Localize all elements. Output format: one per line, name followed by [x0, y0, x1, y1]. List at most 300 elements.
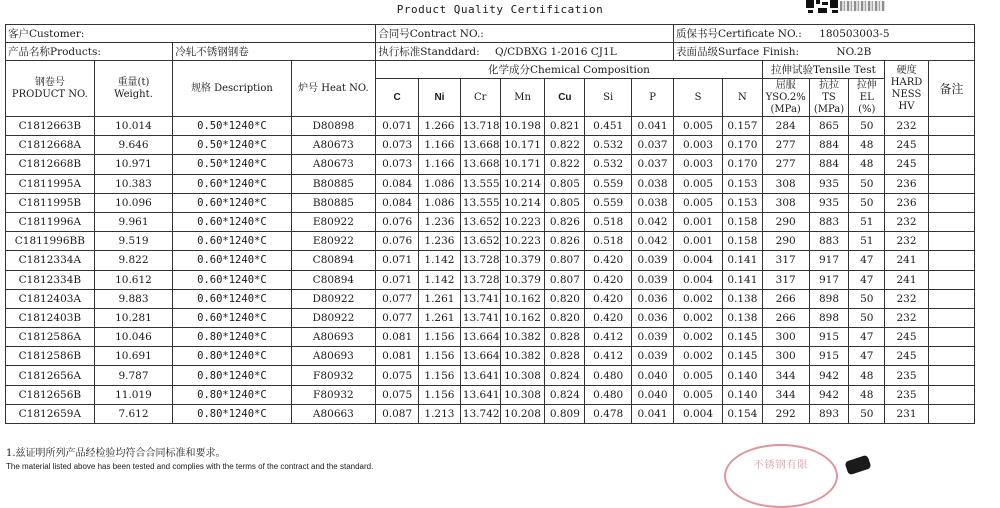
header-element-ni: Ni [419, 79, 461, 117]
table-cell: 0.153 [722, 193, 762, 212]
table-cell: 0.807 [545, 270, 585, 289]
header-element-mn: Mn [500, 79, 545, 117]
header-element-cr: Cr [460, 79, 500, 117]
table-cell: 10.162 [500, 308, 545, 327]
table-cell: 300 [762, 347, 809, 366]
table-cell: 317 [762, 251, 809, 270]
table-cell: 0.005 [674, 193, 723, 212]
customer-label: 客户Customer: [6, 25, 376, 43]
table-cell: 13.555 [460, 193, 500, 212]
table-cell: 1.236 [419, 232, 461, 251]
table-cell: 1.213 [419, 404, 461, 423]
table-cell: 0.084 [376, 193, 419, 212]
table-cell: 0.038 [632, 174, 674, 193]
table-cell: 0.50*1240*C [173, 136, 291, 155]
surface-finish-value: NO.2B [836, 45, 872, 58]
table-cell: 10.171 [500, 155, 545, 174]
certificate-label: 质保书号Certificate NO.: [676, 27, 802, 40]
table-cell: 0.80*1240*C [173, 385, 291, 404]
remark-cell [928, 155, 974, 174]
table-cell: D80922 [291, 308, 376, 327]
table-cell: 13.728 [460, 251, 500, 270]
table-cell: 884 [809, 136, 849, 155]
table-cell: C1812656B [6, 385, 95, 404]
table-cell: 235 [885, 385, 929, 404]
table-cell: 241 [885, 251, 929, 270]
table-cell: 50 [849, 174, 885, 193]
table-cell: 0.081 [376, 328, 419, 347]
table-cell: 0.822 [545, 136, 585, 155]
table-cell: 0.50*1240*C [173, 117, 291, 136]
table-row [6, 251, 975, 270]
table-cell: 10.214 [500, 193, 545, 212]
table-cell: 245 [885, 347, 929, 366]
table-cell: 10.223 [500, 232, 545, 251]
surface-finish-label: 表面品级Surface Finish: [676, 45, 800, 58]
table-cell: 0.040 [632, 366, 674, 385]
table-cell: 10.691 [94, 347, 173, 366]
table-cell: 1.166 [419, 155, 461, 174]
table-cell: 0.039 [632, 251, 674, 270]
table-cell: A80673 [291, 136, 376, 155]
seal-text: 不锈钢有限 [753, 460, 809, 471]
table-cell: 915 [809, 347, 849, 366]
table-cell: 245 [885, 328, 929, 347]
table-cell: C1812668A [6, 136, 95, 155]
table-row [6, 328, 975, 347]
table-cell: 245 [885, 136, 929, 155]
remark-cell [928, 193, 974, 212]
remark-cell [928, 404, 974, 423]
table-cell: E80922 [291, 212, 376, 231]
header-element-cu: Cu [545, 79, 585, 117]
table-cell: 10.308 [500, 366, 545, 385]
table-cell: 344 [762, 385, 809, 404]
table-cell: 0.084 [376, 174, 419, 193]
table-cell: 0.003 [674, 136, 723, 155]
table-cell: C1812334B [6, 270, 95, 289]
table-cell: 865 [809, 117, 849, 136]
table-cell: 0.80*1240*C [173, 347, 291, 366]
table-cell: 300 [762, 328, 809, 347]
table-cell: 13.641 [460, 366, 500, 385]
table-row [6, 347, 975, 366]
table-cell: 915 [809, 328, 849, 347]
ink-blot [844, 455, 871, 476]
table-cell: B80885 [291, 193, 376, 212]
table-cell: 0.480 [585, 366, 632, 385]
table-cell: 0.040 [632, 385, 674, 404]
contract-label: 合同号Contract NO.: [376, 25, 674, 43]
table-cell: 13.555 [460, 174, 500, 193]
table-cell: 1.261 [419, 289, 461, 308]
table-cell: 9.646 [94, 136, 173, 155]
table-cell: 0.559 [585, 174, 632, 193]
table-cell: 0.158 [722, 232, 762, 251]
table-cell: 0.60*1240*C [173, 289, 291, 308]
table-cell: 13.668 [460, 136, 500, 155]
certificate-table [5, 24, 975, 424]
qr-code-icon [806, 0, 840, 14]
table-cell: 0.60*1240*C [173, 251, 291, 270]
table-cell: 11.019 [94, 385, 173, 404]
header-element-n: N [722, 79, 762, 117]
table-cell: 0.80*1240*C [173, 404, 291, 423]
table-cell: 0.076 [376, 232, 419, 251]
table-cell: 344 [762, 366, 809, 385]
table-cell: 898 [809, 308, 849, 327]
surface-finish-cell [674, 43, 975, 61]
table-row [6, 212, 975, 231]
certificate-number: 180503003-5 [819, 27, 890, 40]
table-cell: 10.208 [500, 404, 545, 423]
table-cell: 0.60*1240*C [173, 232, 291, 251]
table-cell: 0.041 [632, 404, 674, 423]
table-cell: 0.039 [632, 347, 674, 366]
table-row [6, 366, 975, 385]
table-cell: 47 [849, 251, 885, 270]
table-cell: 0.077 [376, 289, 419, 308]
table-cell: D80922 [291, 289, 376, 308]
table-cell: 1.086 [419, 174, 461, 193]
table-cell: 0.077 [376, 308, 419, 327]
table-cell: C1812663B [6, 117, 95, 136]
table-cell: 266 [762, 308, 809, 327]
table-cell: 10.198 [500, 117, 545, 136]
table-cell: 290 [762, 212, 809, 231]
table-cell: 1.156 [419, 347, 461, 366]
table-cell: 50 [849, 117, 885, 136]
table-cell: 13.652 [460, 232, 500, 251]
table-cell: 935 [809, 193, 849, 212]
table-cell: 0.478 [585, 404, 632, 423]
table-cell: 308 [762, 193, 809, 212]
table-cell: 0.145 [722, 347, 762, 366]
table-cell: C80894 [291, 251, 376, 270]
footer-note-chinese: 1.兹证明所列产品经检验均符合合同标准和要求。 [6, 448, 226, 459]
table-cell: 0.076 [376, 212, 419, 231]
table-cell: 0.809 [545, 404, 585, 423]
table-cell: 0.073 [376, 136, 419, 155]
table-cell: 277 [762, 136, 809, 155]
remark-cell [928, 270, 974, 289]
table-cell: 1.142 [419, 270, 461, 289]
table-cell: 0.170 [722, 155, 762, 174]
table-cell: 0.002 [674, 347, 723, 366]
table-cell: 47 [849, 328, 885, 347]
remark-cell [928, 289, 974, 308]
table-cell: 0.039 [632, 328, 674, 347]
table-cell: 0.420 [585, 251, 632, 270]
header-weight: 重量(t) Weight. [94, 61, 173, 117]
table-cell: 0.001 [674, 232, 723, 251]
redacted-mark [840, 1, 885, 11]
header-element-p: P [632, 79, 674, 117]
table-cell: C1812334A [6, 251, 95, 270]
header-chemical-composition: 化学成分Chemical Composition [376, 61, 763, 79]
table-cell: 0.071 [376, 251, 419, 270]
remark-cell [928, 347, 974, 366]
table-cell: C1812586B [6, 347, 95, 366]
table-cell: C1812668B [6, 155, 95, 174]
table-cell: 10.382 [500, 347, 545, 366]
header-tensile-strength: 抗拉 TS (MPa) [809, 79, 849, 117]
table-cell: 232 [885, 232, 929, 251]
table-cell: 0.005 [674, 117, 723, 136]
table-cell: C1812656A [6, 366, 95, 385]
table-cell: 10.046 [94, 328, 173, 347]
table-cell: 0.412 [585, 328, 632, 347]
remark-cell [928, 366, 974, 385]
table-cell: 893 [809, 404, 849, 423]
table-cell: 245 [885, 155, 929, 174]
table-cell: 50 [849, 404, 885, 423]
table-cell: 0.081 [376, 347, 419, 366]
table-cell: 0.005 [674, 174, 723, 193]
table-cell: 48 [849, 385, 885, 404]
table-cell: 10.171 [500, 136, 545, 155]
product-value: 冷轧不锈钢钢卷 [173, 43, 376, 61]
table-cell: 232 [885, 308, 929, 327]
remark-cell [928, 308, 974, 327]
table-cell: 917 [809, 251, 849, 270]
table-cell: 0.60*1240*C [173, 308, 291, 327]
table-cell: 0.039 [632, 270, 674, 289]
table-cell: D80898 [291, 117, 376, 136]
table-cell: 0.004 [674, 404, 723, 423]
table-cell: 10.014 [94, 117, 173, 136]
table-cell: 0.60*1240*C [173, 212, 291, 231]
table-cell: 0.820 [545, 308, 585, 327]
table-cell: 0.157 [722, 117, 762, 136]
table-cell: 308 [762, 174, 809, 193]
table-cell: 50 [849, 193, 885, 212]
table-cell: 10.379 [500, 270, 545, 289]
table-cell: 10.308 [500, 385, 545, 404]
table-cell: 0.037 [632, 136, 674, 155]
table-cell: 0.518 [585, 212, 632, 231]
footer-note-english: The material listed above has been tested and complies with the terms of the contract and the standard. [6, 462, 374, 471]
table-cell: 0.037 [632, 155, 674, 174]
header-description: 规格 Description [173, 61, 291, 117]
table-cell: 0.50*1240*C [173, 155, 291, 174]
table-row [6, 136, 975, 155]
table-cell: 1.156 [419, 328, 461, 347]
table-cell: 10.214 [500, 174, 545, 193]
table-cell: 0.071 [376, 117, 419, 136]
table-cell: 0.141 [722, 251, 762, 270]
table-cell: B80885 [291, 174, 376, 193]
table-cell: 0.820 [545, 289, 585, 308]
table-cell: 0.451 [585, 117, 632, 136]
table-cell: 0.036 [632, 289, 674, 308]
table-cell: 13.718 [460, 117, 500, 136]
table-cell: 0.154 [722, 404, 762, 423]
table-cell: 10.383 [94, 174, 173, 193]
table-row [6, 155, 975, 174]
table-cell: 884 [809, 155, 849, 174]
table-cell: 48 [849, 155, 885, 174]
table-cell: 232 [885, 289, 929, 308]
table-cell: 0.140 [722, 385, 762, 404]
table-cell: 284 [762, 117, 809, 136]
table-cell: 10.162 [500, 289, 545, 308]
table-cell: 231 [885, 404, 929, 423]
table-cell: 9.883 [94, 289, 173, 308]
table-cell: 0.036 [632, 308, 674, 327]
table-cell: 0.141 [722, 270, 762, 289]
header-hardness: 硬度 HARD NESS HV [885, 61, 929, 117]
table-cell: 236 [885, 193, 929, 212]
table-cell: 0.559 [585, 193, 632, 212]
table-cell: 292 [762, 404, 809, 423]
table-cell: 0.140 [722, 366, 762, 385]
table-cell: 883 [809, 232, 849, 251]
table-cell: 13.741 [460, 308, 500, 327]
table-cell: 47 [849, 347, 885, 366]
table-cell: 48 [849, 136, 885, 155]
table-cell: 10.096 [94, 193, 173, 212]
table-cell: C1812403B [6, 308, 95, 327]
table-cell: A80693 [291, 328, 376, 347]
table-cell: 0.805 [545, 193, 585, 212]
table-cell: 0.145 [722, 328, 762, 347]
table-cell: 13.652 [460, 212, 500, 231]
header-heat-no: 炉号 Heat NO. [291, 61, 376, 117]
table-cell: 0.805 [545, 174, 585, 193]
table-cell: 235 [885, 366, 929, 385]
table-row [6, 404, 975, 423]
table-cell: 277 [762, 155, 809, 174]
table-cell: 0.002 [674, 289, 723, 308]
header-element-s: S [674, 79, 723, 117]
table-cell: 290 [762, 232, 809, 251]
header-element-si: Si [585, 79, 632, 117]
table-cell: 0.071 [376, 270, 419, 289]
table-row [6, 193, 975, 212]
table-cell: 13.741 [460, 289, 500, 308]
table-row [6, 232, 975, 251]
header-remarks: 备注 [928, 61, 974, 117]
table-cell: 0.480 [585, 385, 632, 404]
remark-cell [928, 328, 974, 347]
table-cell: 0.80*1240*C [173, 366, 291, 385]
table-cell: 0.826 [545, 232, 585, 251]
table-cell: C1812659A [6, 404, 95, 423]
table-row [6, 117, 975, 136]
table-cell: 0.821 [545, 117, 585, 136]
table-cell: 0.073 [376, 155, 419, 174]
table-row [6, 289, 975, 308]
table-cell: 236 [885, 174, 929, 193]
table-cell: 1.261 [419, 308, 461, 327]
header-tensile-test: 拉伸试验Tensile Test [762, 61, 884, 79]
table-row [6, 308, 975, 327]
document-title: Product Quality Certification [396, 3, 604, 16]
table-cell: 10.971 [94, 155, 173, 174]
table-cell: C80894 [291, 270, 376, 289]
table-cell: 0.420 [585, 289, 632, 308]
table-cell: E80922 [291, 232, 376, 251]
table-cell: 7.612 [94, 404, 173, 423]
table-cell: 10.612 [94, 270, 173, 289]
table-cell: 917 [809, 270, 849, 289]
table-cell: 0.005 [674, 385, 723, 404]
table-cell: 1.086 [419, 193, 461, 212]
table-cell: 0.075 [376, 385, 419, 404]
table-cell: 0.138 [722, 308, 762, 327]
table-cell: 13.664 [460, 328, 500, 347]
remark-cell [928, 136, 974, 155]
table-cell: 0.532 [585, 155, 632, 174]
remark-cell [928, 251, 974, 270]
table-cell: 10.223 [500, 212, 545, 231]
table-cell: 0.038 [632, 193, 674, 212]
product-label: 产品名称Products: [6, 43, 173, 61]
table-cell: 0.087 [376, 404, 419, 423]
standard-label: 执行标准Standdard: [378, 45, 480, 58]
table-cell: 0.042 [632, 232, 674, 251]
table-cell: 1.156 [419, 385, 461, 404]
table-cell: 0.822 [545, 155, 585, 174]
table-cell: 0.824 [545, 385, 585, 404]
table-cell: 10.382 [500, 328, 545, 347]
table-cell: F80932 [291, 366, 376, 385]
remark-cell [928, 117, 974, 136]
table-cell: 50 [849, 289, 885, 308]
table-cell: 10.281 [94, 308, 173, 327]
company-seal [724, 444, 838, 508]
table-cell: 241 [885, 270, 929, 289]
table-cell: 0.158 [722, 212, 762, 231]
table-cell: 0.60*1240*C [173, 193, 291, 212]
table-cell: 0.60*1240*C [173, 174, 291, 193]
table-cell: 47 [849, 270, 885, 289]
table-cell: 942 [809, 385, 849, 404]
table-cell: 0.002 [674, 328, 723, 347]
table-cell: 0.420 [585, 308, 632, 327]
remark-cell [928, 232, 974, 251]
table-cell: 9.787 [94, 366, 173, 385]
table-cell: 0.004 [674, 251, 723, 270]
table-cell: 0.002 [674, 308, 723, 327]
table-cell: 50 [849, 308, 885, 327]
table-cell: C1811995B [6, 193, 95, 212]
table-row [6, 270, 975, 289]
remark-cell [928, 212, 974, 231]
table-row [6, 385, 975, 404]
table-cell: 942 [809, 366, 849, 385]
table-cell: 0.001 [674, 212, 723, 231]
table-cell: 0.041 [632, 117, 674, 136]
table-cell: 48 [849, 366, 885, 385]
table-cell: 0.518 [585, 232, 632, 251]
table-cell: F80932 [291, 385, 376, 404]
standard-value: Q/CDBXG 1-2016 CJ1L [494, 45, 617, 58]
table-cell: 0.153 [722, 174, 762, 193]
table-cell: 0.828 [545, 347, 585, 366]
table-cell: 9.822 [94, 251, 173, 270]
table-cell: 0.138 [722, 289, 762, 308]
table-cell: 10.379 [500, 251, 545, 270]
table-cell: C1812586A [6, 328, 95, 347]
table-cell: 0.004 [674, 270, 723, 289]
table-cell: 51 [849, 232, 885, 251]
table-cell: 1.142 [419, 251, 461, 270]
table-cell: A80673 [291, 155, 376, 174]
table-cell: 0.60*1240*C [173, 270, 291, 289]
remark-cell [928, 385, 974, 404]
